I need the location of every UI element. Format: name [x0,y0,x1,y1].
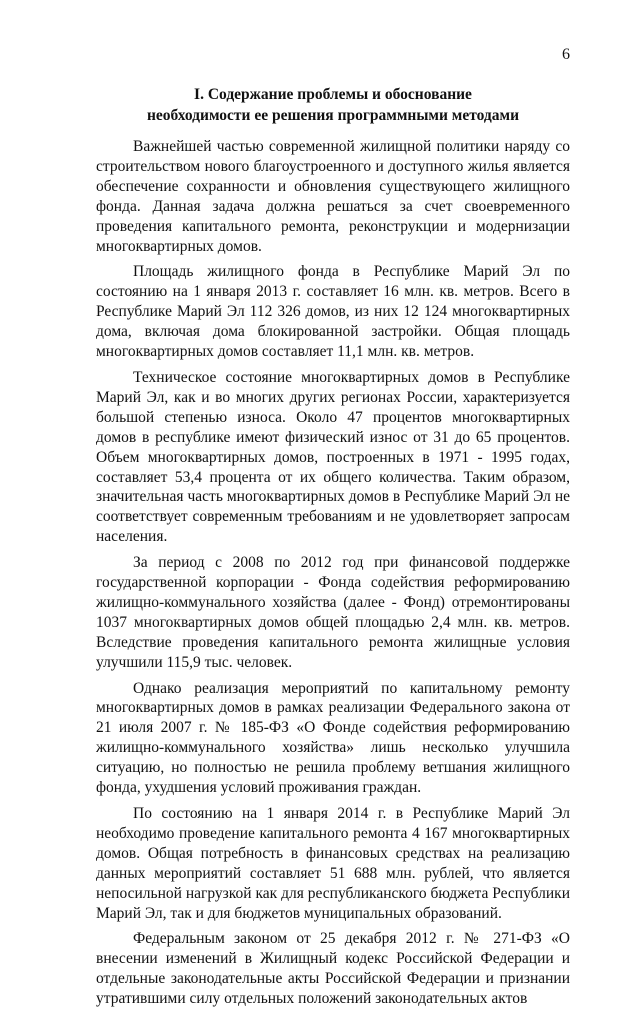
section-heading [96,84,570,126]
paragraph-1: Важнейшей частью современной жилищной политики наряду со строительством нового благоустроенного и доступного жилья является обеспечение сохранности и обновления существующего жилищного фонда. Данная задача должна решаться за счет своевременного проведения капитального ремонта, реконструкции и модернизации многоквартирных домов. [96,138,570,255]
paragraph-2: Площадь жилищного фонда в Республике Марий Эл по состоянию на 1 января 2013 г. составляет 16 млн. кв. метров. Всего в Республике Марий Эл 112 326 домов, из них 12 124 многоквартирных дома, включая дома блокированной застройки. Общая площадь многоквартирных домов составляет 11,1 млн. кв. метров. [96,263,570,361]
section-heading-line-1: I. Содержание проблемы и обоснование [194,86,472,103]
body-text [96,137,570,1009]
paragraph-5: Однако реализация мероприятий по капитальному ремонту многоквартирных домов в рамках реализации Федерального закона от 21 июля 2007 г. № 185-ФЗ «О Фонде содействия реформированию жилищно-коммунального хозяйства» лишь несколько улучшила ситуацию, но полностью не решила проблему ветшания жилищного фонда, ухудшения условий проживания граждан. [96,679,570,797]
page-number: 6 [562,46,570,63]
section-heading-line-2: необходимости ее решения программными методами [146,107,520,124]
paragraph-3: Техническое состояние многоквартирных домов в Республике Марий Эл, как и во многих других регионах России, характеризуется большой степенью износа. Около 47 процентов многоквартирных домов в республике имеют физический износ от 31 до 65 процентов. Объем многоквартирных домов, построенных в 1971 - 1995 годах, составляет 53,4 процента от их общего количества. Таким образом, значительная часть многоквартирных домов в Республике Марий Эл не соответствует современным требованиям и не удовлетворяет запросам населения. [96,368,570,546]
paragraph-7: Федеральным законом от 25 декабря 2012 г. № 271-ФЗ «О внесении изменений в Жилищный кодекс Российской Федерации и отдельные законодательные акты Российской Федерации и признании утратившими силу отдельных положений законодательных актов [96,930,570,1008]
paragraph-4: За период с 2008 по 2012 год при финансовой поддержке государственной корпорации - Фонда содействия реформированию жилищно-коммунального хозяйства (далее - Фонд) отремонтированы 1037 многоквартирных домов общей площадью 2,4 млн. кв. метров. Вследствие проведения капитального ремонта жилищные условия улучшили 115,9 тыс. человек. [96,554,570,671]
paragraph-6: По состоянию на 1 января 2014 г. в Республике Марий Эл необходимо проведение капитального ремонта 4 167 многоквартирных домов. Общая потребность в финансовых средствах на реализацию данных мероприятий составляет 51 688 млн. рублей, что является непосильной нагрузкой как для республиканского бюджета Республики Марий Эл, так и для бюджетов муниципальных образований. [96,805,570,922]
